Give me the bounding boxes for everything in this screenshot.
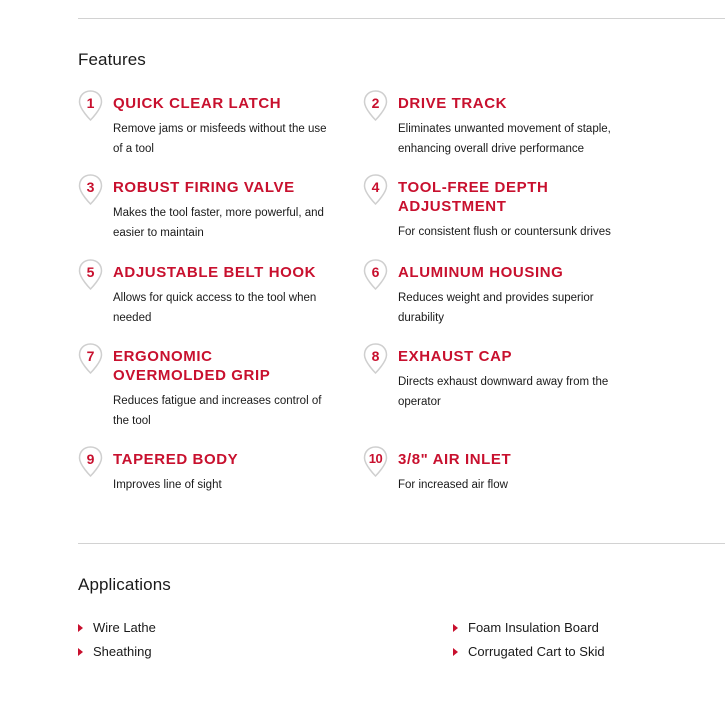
feature-number: 8 (371, 348, 380, 364)
caret-right-icon (78, 624, 83, 632)
application-item (78, 644, 152, 660)
feature-description: Eliminates unwanted movement of staple, enhancing overall drive performance (398, 123, 611, 155)
map-pin-icon (78, 90, 103, 122)
feature-description: Allows for quick access to the tool when needed (113, 292, 317, 324)
feature-description: Directs exhaust downward away from the operator (398, 376, 609, 408)
map-pin-icon (78, 259, 103, 291)
feature-item-3 (78, 178, 328, 243)
feature-description: Improves line of sight (113, 479, 222, 491)
application-item (453, 644, 605, 660)
top-divider (78, 18, 725, 19)
application-label: Foam Insulation Board (468, 620, 599, 635)
feature-title: ERGONOMIC OVERMOLDED GRIP (113, 348, 271, 384)
map-pin-icon (78, 343, 103, 375)
map-pin-icon (363, 343, 388, 375)
features-heading: Features (78, 50, 146, 69)
caret-right-icon (453, 624, 458, 632)
section-divider (78, 543, 725, 544)
feature-item-4 (363, 178, 613, 242)
feature-number: 5 (86, 264, 95, 280)
feature-item-6 (363, 263, 613, 328)
application-label: Corrugated Cart to Skid (468, 644, 605, 659)
application-label: Wire Lathe (93, 620, 156, 635)
application-item (453, 620, 599, 636)
map-pin-icon (78, 174, 103, 206)
feature-number: 9 (86, 451, 95, 467)
feature-item-9 (78, 450, 328, 495)
feature-description: For increased air flow (398, 479, 508, 491)
feature-title: EXHAUST CAP (398, 348, 513, 365)
caret-right-icon (453, 648, 458, 656)
feature-number: 1 (86, 95, 95, 111)
map-pin-icon (363, 259, 388, 291)
feature-title: ALUMINUM HOUSING (398, 264, 564, 281)
feature-number: 2 (371, 95, 380, 111)
application-item (78, 620, 156, 636)
application-label: Sheathing (93, 644, 152, 659)
feature-description: For consistent flush or countersunk drives (398, 226, 611, 238)
feature-number: 4 (371, 179, 380, 195)
feature-title: QUICK CLEAR LATCH (113, 95, 282, 112)
feature-item-2 (363, 94, 613, 159)
applications-heading: Applications (78, 575, 171, 594)
feature-title: 3/8" AIR INLET (398, 451, 512, 468)
feature-item-7 (78, 347, 328, 431)
map-pin-icon (78, 446, 103, 478)
feature-title: ADJUSTABLE BELT HOOK (113, 264, 317, 281)
feature-title: TOOL-FREE DEPTH ADJUSTMENT (398, 179, 549, 215)
map-pin-icon (363, 446, 388, 478)
map-pin-icon (363, 90, 388, 122)
feature-description: Remove jams or misfeeds without the use of a tool (113, 123, 327, 155)
feature-description: Reduces weight and provides superior durability (398, 292, 594, 324)
feature-item-8 (363, 347, 613, 412)
feature-item-5 (78, 263, 328, 328)
feature-title: ROBUST FIRING VALVE (113, 179, 295, 196)
feature-title: TAPERED BODY (113, 451, 239, 468)
feature-description: Makes the tool faster, more powerful, and easier to maintain (113, 207, 324, 239)
feature-item-10 (363, 450, 613, 495)
feature-number: 3 (86, 179, 95, 195)
feature-number: 6 (371, 264, 380, 280)
caret-right-icon (78, 648, 83, 656)
feature-title: DRIVE TRACK (398, 95, 508, 112)
feature-description: Reduces fatigue and increases control of the tool (113, 395, 322, 427)
feature-number: 7 (86, 348, 95, 364)
feature-number: 10 (368, 451, 383, 466)
feature-item-1 (78, 94, 328, 159)
map-pin-icon (363, 174, 388, 206)
